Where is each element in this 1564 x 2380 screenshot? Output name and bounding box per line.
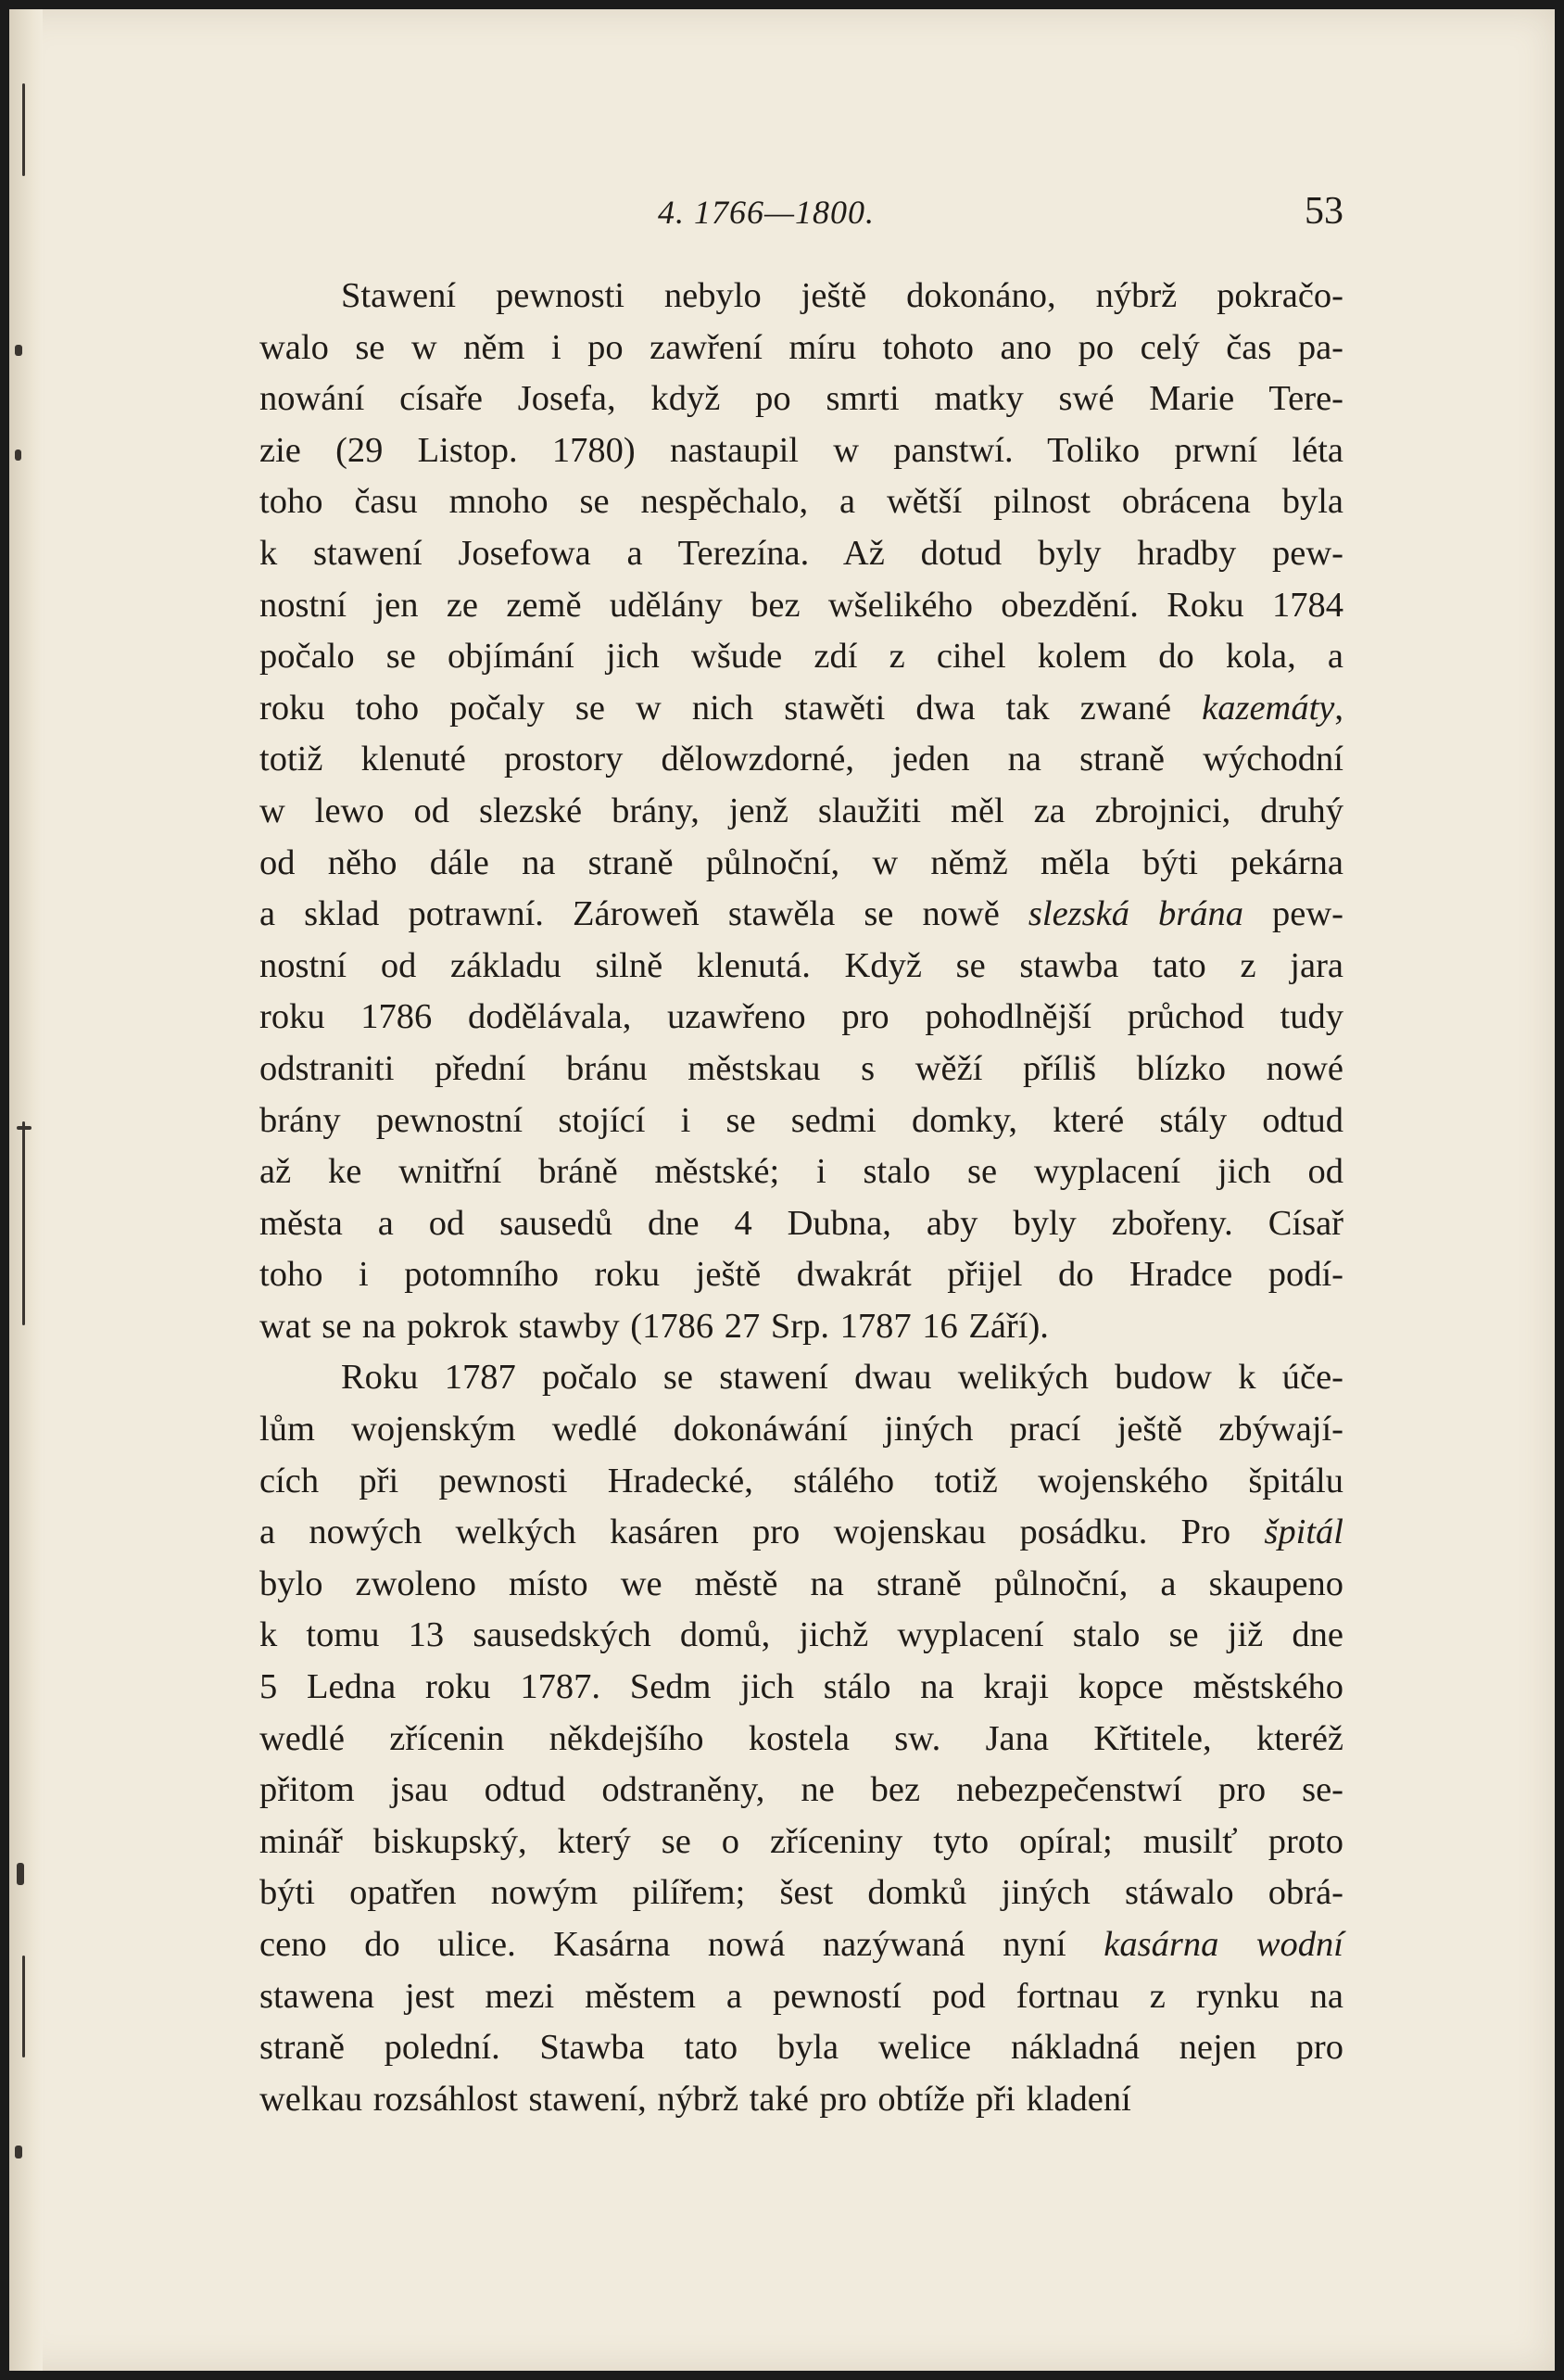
text-segment: a nowých welkých kasáren pro wojenskau posádku. Pro (259, 1513, 1265, 1552)
text-line (259, 1610, 1343, 1662)
text-segment: býti opatřen nowým pilířem; šest domků jiných stáwalo obrá- (259, 1873, 1343, 1913)
text-segment: wedlé zřícenin někdejšího kostela sw. Jana Křtitele, kteréž (259, 1718, 1343, 1758)
text-segment: a sklad potrawní. Zároweň stawěla se nowě (259, 894, 1028, 934)
page-gutter (9, 9, 43, 2371)
gutter-mark (22, 83, 25, 176)
text-line (259, 425, 1343, 477)
gutter-mark (15, 449, 21, 461)
text-line (259, 889, 1343, 941)
text-segment: roku toho počaly se w nich stawěti dwa tak zwané (259, 688, 1203, 728)
running-head: 4. 1766—1800. (658, 194, 876, 231)
text-line (259, 1404, 1343, 1456)
text-line (259, 1765, 1343, 1817)
text-segment: počalo se objímání jich wšude zdí z cihel kolem do kola, a (259, 637, 1343, 677)
text-segment: města a od sausedů dne 4 Dubna, aby byly zbořeny. Císař (259, 1203, 1343, 1243)
text-line (259, 992, 1343, 1044)
text-line (259, 373, 1343, 425)
text-segment: cích při pewnosti Hradecké, stálého totiž wojenského špitálu (259, 1461, 1343, 1500)
text-line (259, 1352, 1343, 1404)
text-segment: minář biskupský, který se o zříceniny tyto opíral; musilť proto (259, 1821, 1343, 1861)
text-segment: totiž klenuté prostory dělowzdorné, jeden na straně wýchodní (259, 740, 1343, 779)
text-line (259, 271, 1343, 323)
text-segment: 5 Ledna roku 1787. Sedm jich stálo na kraji kopce městského (259, 1667, 1343, 1707)
italic-term: kazemáty (1202, 688, 1335, 728)
text-line (259, 2074, 1343, 2126)
text-segment: zie (29 Listop. 1780) nastaupil w panstwí. Toliko prwní léta (259, 430, 1343, 470)
text-segment: až ke wnitřní bráně městské; i stalo se wyplacení jich od (259, 1152, 1343, 1192)
text-line (259, 683, 1343, 735)
italic-term: kasárna wodní (1104, 1925, 1343, 1964)
text-segment: Stawení pewnosti nebylo ještě dokonáno, nýbrž pokračo- (341, 276, 1343, 315)
text-segment: bylo zwoleno místo we městě na straně půlnoční, a skaupeno (259, 1563, 1343, 1603)
text-segment: od něho dále na straně půlnoční, w němž měla býti pekárna (259, 842, 1343, 882)
text-segment: w lewo od slezské brány, jenž slaužiti měl za zbrojnici, druhý (259, 791, 1343, 830)
text-segment: odstraniti přední bránu městskau s wěží příliš blízko nowé (259, 1048, 1343, 1088)
gutter-mark (15, 345, 22, 356)
body-text (259, 271, 1343, 2125)
gutter-mark (15, 2146, 22, 2158)
text-line (259, 1301, 1343, 1353)
text-segment: walo se w něm i po zawření míru tohoto ano po celý čas pa- (259, 327, 1343, 367)
text-line (259, 941, 1343, 993)
text-line (259, 1507, 1343, 1559)
text-line (259, 1817, 1343, 1868)
text-line (259, 786, 1343, 838)
text-line (259, 1867, 1343, 1919)
text-segment: pew- (1243, 894, 1344, 934)
text-segment: wat se na pokrok stawby (1786 27 Srp. 1787 16 Září). (259, 1306, 1049, 1346)
text-segment: stawena jest mezi městem a pewností pod fortnau z rynku na (259, 1976, 1343, 2016)
book-page (9, 9, 1555, 2371)
text-line (259, 838, 1343, 890)
gutter-mark (17, 1863, 24, 1885)
text-segment: straně polední. Stawba tato byla welice nákladná nejen pro (259, 2028, 1343, 2068)
text-segment: Roku 1787 počalo se stawení dwau welikých budow k úče- (341, 1358, 1343, 1398)
text-line (259, 323, 1343, 374)
text-line (259, 631, 1343, 683)
italic-term: slezská brána (1028, 894, 1243, 934)
text-segment: ceno do ulice. Kasárna nowá nazýwaná nyní (259, 1925, 1104, 1964)
paragraph (259, 271, 1343, 1352)
text-line (259, 1249, 1343, 1301)
gutter-mark (22, 1242, 25, 1325)
text-line (259, 1662, 1343, 1714)
page-number: 53 (1305, 190, 1343, 233)
text-line (259, 528, 1343, 580)
text-segment: brány pewnostní stojící i se sedmi domky, které stály odtud (259, 1100, 1343, 1140)
text-segment: lům wojenským wedlé dokonáwání jiných prací ještě zbýwají- (259, 1410, 1343, 1450)
text-line (259, 2022, 1343, 2074)
text-segment: k tomu 13 sausedských domů, jichž wyplacení stalo se již dne (259, 1615, 1343, 1655)
text-line (259, 1919, 1343, 1971)
page-header (250, 185, 1343, 241)
text-line (259, 476, 1343, 528)
text-line (259, 1044, 1343, 1095)
text-line (259, 580, 1343, 632)
italic-term: špitál (1264, 1513, 1343, 1552)
text-segment: toho i potomního roku ještě dwakrát přijel do Hradce podí- (259, 1255, 1343, 1295)
text-segment: nostní jen ze země udělány bez wšelikého obezdění. Roku 1784 (259, 585, 1343, 625)
text-line (259, 1714, 1343, 1766)
text-segment: nostní od základu silně klenutá. Když se stawba tato z jara (259, 945, 1343, 985)
text-line (259, 734, 1343, 786)
text-line (259, 1971, 1343, 2023)
text-segment: nowání císaře Josefa, když po smrti matky swé Marie Tere- (259, 379, 1343, 419)
text-line (259, 1456, 1343, 1508)
text-segment: roku 1786 dodělávala, uzawřeno pro pohodlnější průchod tudy (259, 997, 1343, 1037)
gutter-mark (17, 1126, 32, 1130)
text-segment: , (1334, 688, 1343, 728)
paragraph (259, 1352, 1343, 2125)
text-line (259, 1198, 1343, 1250)
gutter-mark (22, 1956, 25, 2057)
text-line (259, 1559, 1343, 1611)
text-segment: toho času mnoho se nespěchalo, a wětší pilnost obrácena byla (259, 482, 1343, 522)
text-segment: přitom jsau odtud odstraněny, ne bez nebezpečenstwí pro se- (259, 1770, 1343, 1810)
text-line (259, 1146, 1343, 1198)
text-line (259, 1095, 1343, 1147)
text-segment: k stawení Josefowa a Terezína. Až dotud byly hradby pew- (259, 533, 1343, 573)
text-segment: welkau rozsáhlost stawení, nýbrž také pro obtíže při kladení (259, 2079, 1131, 2119)
